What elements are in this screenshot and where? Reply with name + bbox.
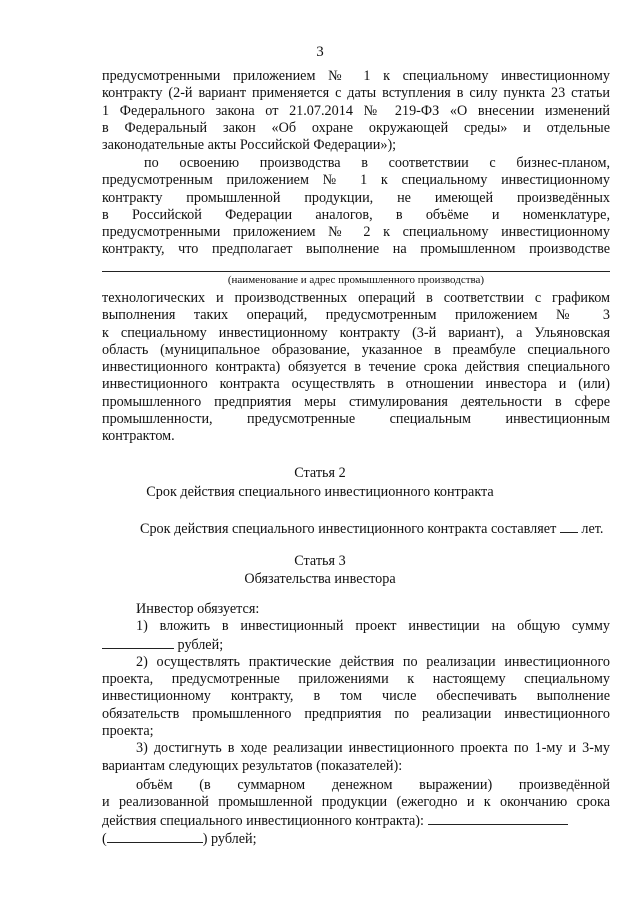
text-line: область (муниципальное образование, указанное в преамбуле специального: [102, 341, 610, 358]
term-unit: лет.: [581, 521, 604, 537]
item-2-line: 2) осуществлять практические действия по реализации инвестиционного: [136, 653, 610, 670]
text-line: технологических и производственных операций в соответствии с графиком: [102, 290, 610, 306]
item-2-line: проекта;: [102, 723, 154, 740]
paren-open: (: [102, 830, 107, 847]
text-line: контракту, что предполагает выполнение на промышленном производстве: [102, 241, 610, 258]
amount-blank: [102, 636, 174, 649]
item-3-line: вариантам следующих результатов (показателей):: [102, 757, 403, 774]
item-2-line: проекта, предусмотренные приложениями к настоящему специальному: [102, 671, 610, 688]
term-blank: [560, 520, 578, 533]
article-2-number: Статья 2: [294, 465, 346, 481]
amount-words-blank: [107, 830, 203, 843]
text-line: в Российской Федерации аналогов, в объёме и номенклатуре,: [102, 206, 610, 223]
text-line: выполнения таких операций, предусмотренным приложением № 3: [102, 307, 610, 324]
term-text: Срок действия специального инвестиционного контракта составляет: [140, 521, 557, 537]
paragraph-continued-clause: [102, 68, 610, 154]
text-line: промышленного предприятия меры стимулирования деятельности в сфере: [102, 393, 610, 410]
text-line: предусмотренными приложением № 1 к специальному инвестиционному: [102, 68, 610, 84]
volume-amount-line: [102, 830, 610, 848]
volume-blank: [428, 812, 568, 825]
volume-line: объём (в суммарном денежном выражении) произведённой: [136, 776, 610, 793]
article-3-body: [102, 601, 610, 848]
paragraph-operations: [102, 290, 610, 446]
item-3-line: 3) достигнуть в ходе реализации инвестиционного проекта по 1-му и 3-му: [136, 740, 610, 757]
article-3-intro: Инвестор обязуется:: [136, 601, 260, 617]
article-3-number: Статья 3: [294, 553, 346, 569]
text-line: законодательные акты Российской Федерации»);: [102, 137, 397, 154]
text-line: в Федеральный закон «Об охране окружающей среды» и отдельные: [102, 119, 610, 136]
volume-line: [102, 812, 610, 830]
text-line: предусмотренным приложением № 1 к специальному инвестиционному: [102, 172, 610, 189]
paragraph-production: [102, 155, 610, 259]
text-line: инвестиционного контракта) обязуется в течение срока действия специального: [102, 359, 610, 376]
page-number: 3: [316, 44, 324, 60]
item-2-line: инвестиционному контракту, в том числе обеспечивать выполнение: [102, 688, 610, 705]
item-1-unit: рублей;: [177, 636, 224, 653]
text-line: к специальному инвестиционному контракту (3-й вариант), а Ульяновская: [102, 324, 610, 341]
text-line: контракту (2-й вариант применяется с даты вступления в силу пункта 23 статьи: [102, 85, 610, 102]
article-2-title: Срок действия специального инвестиционного контракта: [146, 484, 494, 500]
text-line: инвестиционного контракта осуществлять в отношении инвестора и (или): [102, 376, 610, 393]
text-line: контракту промышленной продукции, не имеющей произведённых: [102, 189, 610, 206]
volume-line: и реализованной промышленной продукции (ежегодно и к окончанию срока: [102, 794, 610, 811]
item-2-line: обязательств промышленного предприятия по реализации инвестиционного: [102, 705, 610, 722]
blank-caption: (наименование и адрес промышленного производства): [227, 274, 485, 286]
text-line: контрактом.: [102, 428, 175, 445]
blank-fill-line: [102, 271, 610, 272]
paren-close-unit: ) рублей;: [202, 830, 257, 847]
text-line: по освоению производства в соответствии с бизнес-планом,: [144, 155, 610, 171]
text-line: 1 Федерального закона от 21.07.2014 № 219-ФЗ «О внесении изменений: [102, 102, 610, 119]
article-2-text: [140, 520, 603, 538]
text-line: промышленности, предусмотренные специальным инвестиционным: [102, 411, 610, 428]
text-line: предусмотренными приложением № 2 к специальному инвестиционному: [102, 224, 610, 241]
volume-text: действия специального инвестиционного контракта):: [102, 812, 424, 829]
item-1-line: [102, 636, 610, 654]
item-1-line: 1) вложить в инвестиционный проект инвестиции на общую сумму: [136, 618, 610, 635]
article-3-title: Обязательства инвестора: [244, 571, 396, 587]
